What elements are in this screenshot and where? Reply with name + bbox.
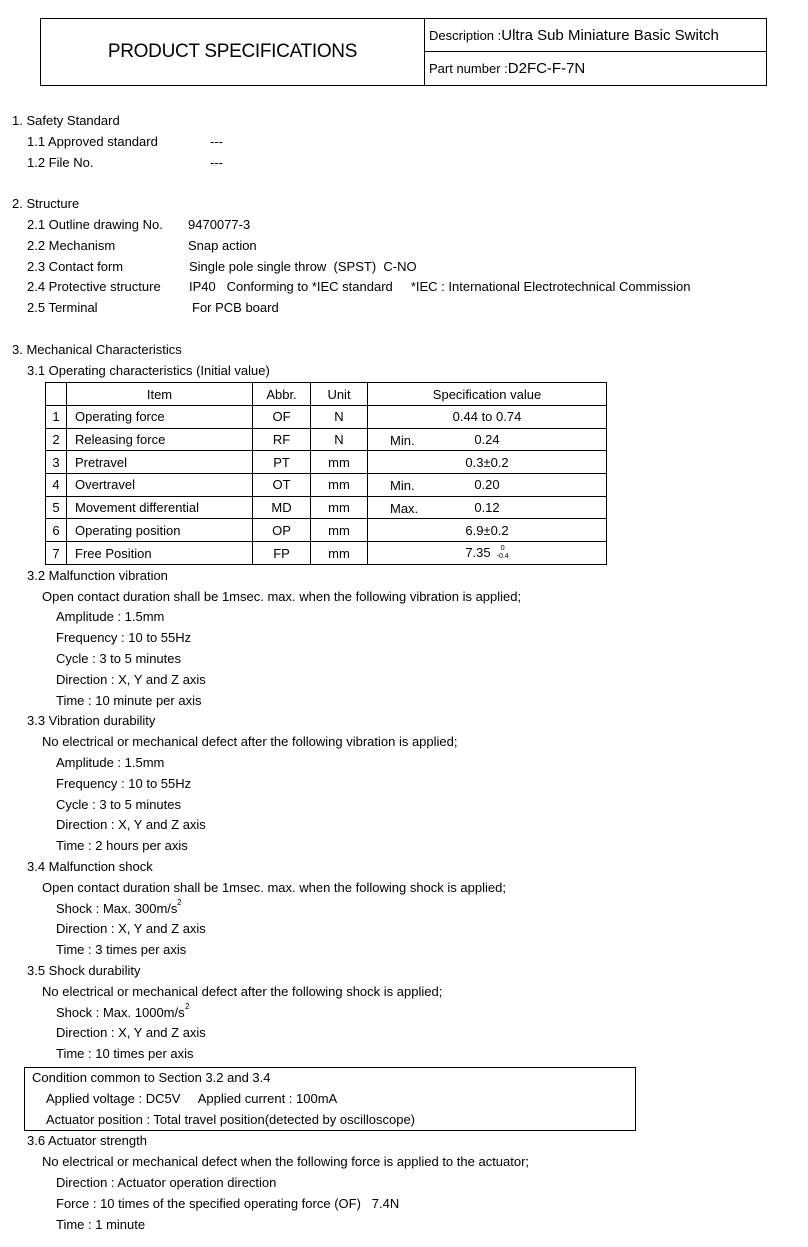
text-line [0, 340, 808, 361]
line-text: 3.2 Malfunction vibration [27, 567, 168, 583]
line-value: 9470077-3 [188, 216, 251, 232]
item-cell: Operating force [67, 406, 253, 429]
row-number: 6 [46, 519, 67, 542]
line-text: 2.4 Protective structure [27, 279, 161, 295]
line-text: Condition common to Section 3.2 and 3.4 [32, 1069, 271, 1085]
abbr-cell: PT [253, 451, 311, 474]
header-cell [46, 383, 67, 406]
abbr-cell: MD [253, 496, 311, 519]
spec-value: 0.3±0.2 [465, 454, 509, 470]
spec-value: 0.24 [474, 432, 500, 448]
line-text: Direction : X, Y and Z axis [56, 921, 206, 937]
part-number-row [425, 52, 766, 85]
line-text: Direction : X, Y and Z axis [56, 817, 206, 833]
text-line [0, 670, 808, 691]
spec-value: 6.9±0.2 [465, 522, 509, 538]
qualifier: Min. [390, 432, 415, 448]
line-value: --- [210, 133, 223, 149]
qualifier: Max. [390, 500, 419, 516]
text-line [0, 1194, 808, 1215]
line-text: Time : 1 minute [56, 1216, 146, 1232]
text-line [0, 919, 808, 940]
item-cell: Movement differential [67, 496, 253, 519]
spec-value-cell [368, 474, 607, 497]
spec-value: 0.12 [474, 500, 500, 516]
tolerance [497, 545, 509, 561]
row-number: 1 [46, 406, 67, 429]
line-text: 2.5 Terminal [27, 300, 98, 316]
text-line [0, 1131, 808, 1152]
line-text: Direction : Actuator operation direction [56, 1174, 277, 1190]
tolerance-lower: -0.4 [496, 553, 509, 561]
line-text: 3. Mechanical Characteristics [12, 341, 182, 357]
text-line [0, 1044, 808, 1065]
line-text: Actuator position : Total travel position(detected by oscilloscope) [46, 1111, 416, 1127]
line-text: Time : 10 minute per axis [56, 692, 202, 708]
unit-cell: N [311, 428, 368, 451]
spec-value-cell [368, 519, 607, 542]
text-line [0, 899, 808, 920]
text-line [0, 1215, 808, 1236]
text-line [0, 607, 808, 628]
item-cell: Releasing force [67, 428, 253, 451]
line-text: 3.5 Shock durability [27, 963, 141, 978]
text-line [0, 1003, 808, 1024]
line-text: Direction : X, Y and Z axis [56, 671, 206, 687]
header-cell: Abbr. [253, 383, 311, 406]
text-line [0, 711, 808, 732]
superscript: 2 [177, 897, 182, 907]
abbr-cell: OT [253, 474, 311, 497]
text-line [0, 319, 808, 340]
text-line [0, 236, 808, 257]
header-cell: Specification value [368, 383, 607, 406]
line-text: 2. Structure [12, 196, 80, 212]
text-line [0, 173, 808, 194]
unit-cell: mm [311, 519, 368, 542]
line-text: Applied voltage : DC5V Applied current : 100mA [46, 1090, 338, 1106]
text-line [0, 753, 808, 774]
operating-characteristics-table [45, 382, 607, 565]
line-text: Cycle : 3 to 5 minutes [56, 796, 181, 812]
row-number: 7 [46, 542, 67, 565]
line-value: Snap action [188, 237, 257, 253]
spec-value-cell [368, 451, 607, 474]
text-line [25, 1110, 635, 1131]
line-text: Time : 3 times per axis [56, 942, 187, 958]
document-title: PRODUCT SPECIFICATIONS [41, 19, 425, 85]
text-line [0, 628, 808, 649]
row-number: 4 [46, 474, 67, 497]
line-value: --- [210, 154, 223, 170]
tolerance-upper: 0 [500, 545, 505, 553]
unit-cell: N [311, 406, 368, 429]
text-line [0, 732, 808, 753]
text-line [0, 774, 808, 795]
part-number-label: Part number : [429, 61, 508, 76]
line-text: No electrical or mechanical defect when the following force is applied to the actuator; [42, 1154, 530, 1170]
unit-cell: mm [311, 496, 368, 519]
text-line [0, 857, 808, 878]
text-line [0, 257, 808, 278]
qualifier: Min. [390, 478, 415, 494]
text-line [0, 691, 808, 712]
line-text: Shock : Max. 300m/s [56, 900, 178, 916]
line-value: IP40 Conforming to *IEC standard *IEC : International Electrotechnical Commission [189, 279, 691, 295]
text-line [0, 940, 808, 961]
line-text: 2.1 Outline drawing No. [27, 216, 163, 232]
abbr-cell: OF [253, 406, 311, 429]
table-row [46, 406, 607, 429]
item-cell: Operating position [67, 519, 253, 542]
text-line [0, 1152, 808, 1173]
header-cell: Unit [311, 383, 368, 406]
table-header-row [46, 383, 607, 406]
line-text: Amplitude : 1.5mm [56, 755, 165, 771]
line-text: No electrical or mechanical defect after the following shock is applied; [42, 983, 443, 999]
text-line [0, 587, 808, 608]
line-text: 3.4 Malfunction shock [27, 859, 153, 875]
line-text: Frequency : 10 to 55Hz [56, 775, 192, 791]
text-line [0, 795, 808, 816]
unit-cell: mm [311, 542, 368, 565]
item-cell: Overtravel [67, 474, 253, 497]
line-value: Single pole single throw (SPST) C-NO [189, 258, 417, 274]
text-line [0, 649, 808, 670]
table-row [46, 428, 607, 451]
line-text: Amplitude : 1.5mm [56, 609, 165, 625]
spec-value-cell [368, 428, 607, 451]
line-text: 1.2 File No. [27, 154, 94, 170]
text-line [0, 566, 808, 587]
line-text: Cycle : 3 to 5 minutes [56, 651, 181, 667]
unit-cell: mm [311, 451, 368, 474]
row-number: 3 [46, 451, 67, 474]
text-line [0, 1023, 808, 1044]
description-value: Ultra Sub Miniature Basic Switch [501, 26, 719, 44]
spec-value: 0.20 [474, 477, 500, 493]
table-row [46, 542, 607, 565]
table-row [46, 474, 607, 497]
text-line [0, 298, 808, 319]
table-row [46, 451, 607, 474]
table-row [46, 496, 607, 519]
line-text: Frequency : 10 to 55Hz [56, 630, 192, 646]
text-line [0, 194, 808, 215]
text-line [0, 215, 808, 236]
text-line [0, 1173, 808, 1194]
line-text: Direction : X, Y and Z axis [56, 1025, 206, 1041]
text-line [0, 111, 808, 132]
text-line [25, 1089, 635, 1110]
text-line [0, 836, 808, 857]
text-line [0, 878, 808, 899]
line-text: 3.6 Actuator strength [27, 1133, 147, 1149]
line-text: Time : 10 times per axis [56, 1046, 194, 1062]
unit-cell: mm [311, 474, 368, 497]
line-value: For PCB board [192, 300, 279, 316]
line-text: 1.1 Approved standard [27, 133, 158, 149]
line-text: Open contact duration shall be 1msec. max. when the following shock is applied; [42, 879, 506, 895]
condition-box [24, 1067, 636, 1131]
text-line [0, 815, 808, 836]
text-line [0, 277, 808, 298]
text-line [0, 361, 808, 382]
line-text: 2.3 Contact form [27, 258, 124, 274]
text-line [0, 132, 808, 153]
abbr-cell: FP [253, 542, 311, 565]
spec-value-cell [368, 542, 607, 565]
row-number: 2 [46, 428, 67, 451]
line-text: 3.1 Operating characteristics (Initial value) [27, 362, 270, 378]
line-text: Force : 10 times of the specified operating force (OF) 7.4N [56, 1195, 400, 1211]
text-line [0, 982, 808, 1003]
line-text: Shock : Max. 1000m/s [56, 1004, 185, 1020]
line-text: No electrical or mechanical defect after the following vibration is applied; [42, 734, 458, 750]
description-row [425, 19, 766, 52]
text-line [25, 1068, 635, 1089]
spec-value: 7.35 [465, 544, 491, 560]
header-cell: Item [67, 383, 253, 406]
item-cell: Free Position [67, 542, 253, 565]
line-text: Open contact duration shall be 1msec. max. when the following vibration is applied; [42, 588, 522, 604]
line-text: 3.3 Vibration durability [27, 713, 156, 729]
spec-value-cell [368, 406, 607, 429]
item-cell: Pretravel [67, 451, 253, 474]
line-text: 2.2 Mechanism [27, 237, 116, 253]
table-row [46, 519, 607, 542]
superscript: 2 [185, 1001, 190, 1011]
part-number-value: D2FC-F-7N [507, 60, 586, 77]
row-number: 5 [46, 496, 67, 519]
line-text: 1. Safety Standard [12, 113, 120, 128]
text-line [0, 153, 808, 174]
line-text: Time : 2 hours per axis [56, 838, 188, 854]
document-body [0, 111, 808, 1235]
description-label: Description : [429, 27, 502, 43]
spec-value: 0.44 to 0.74 [452, 409, 522, 425]
header-box [40, 18, 767, 86]
abbr-cell: RF [253, 428, 311, 451]
spec-value-cell [368, 496, 607, 519]
abbr-cell: OP [253, 519, 311, 542]
text-line [0, 961, 808, 982]
